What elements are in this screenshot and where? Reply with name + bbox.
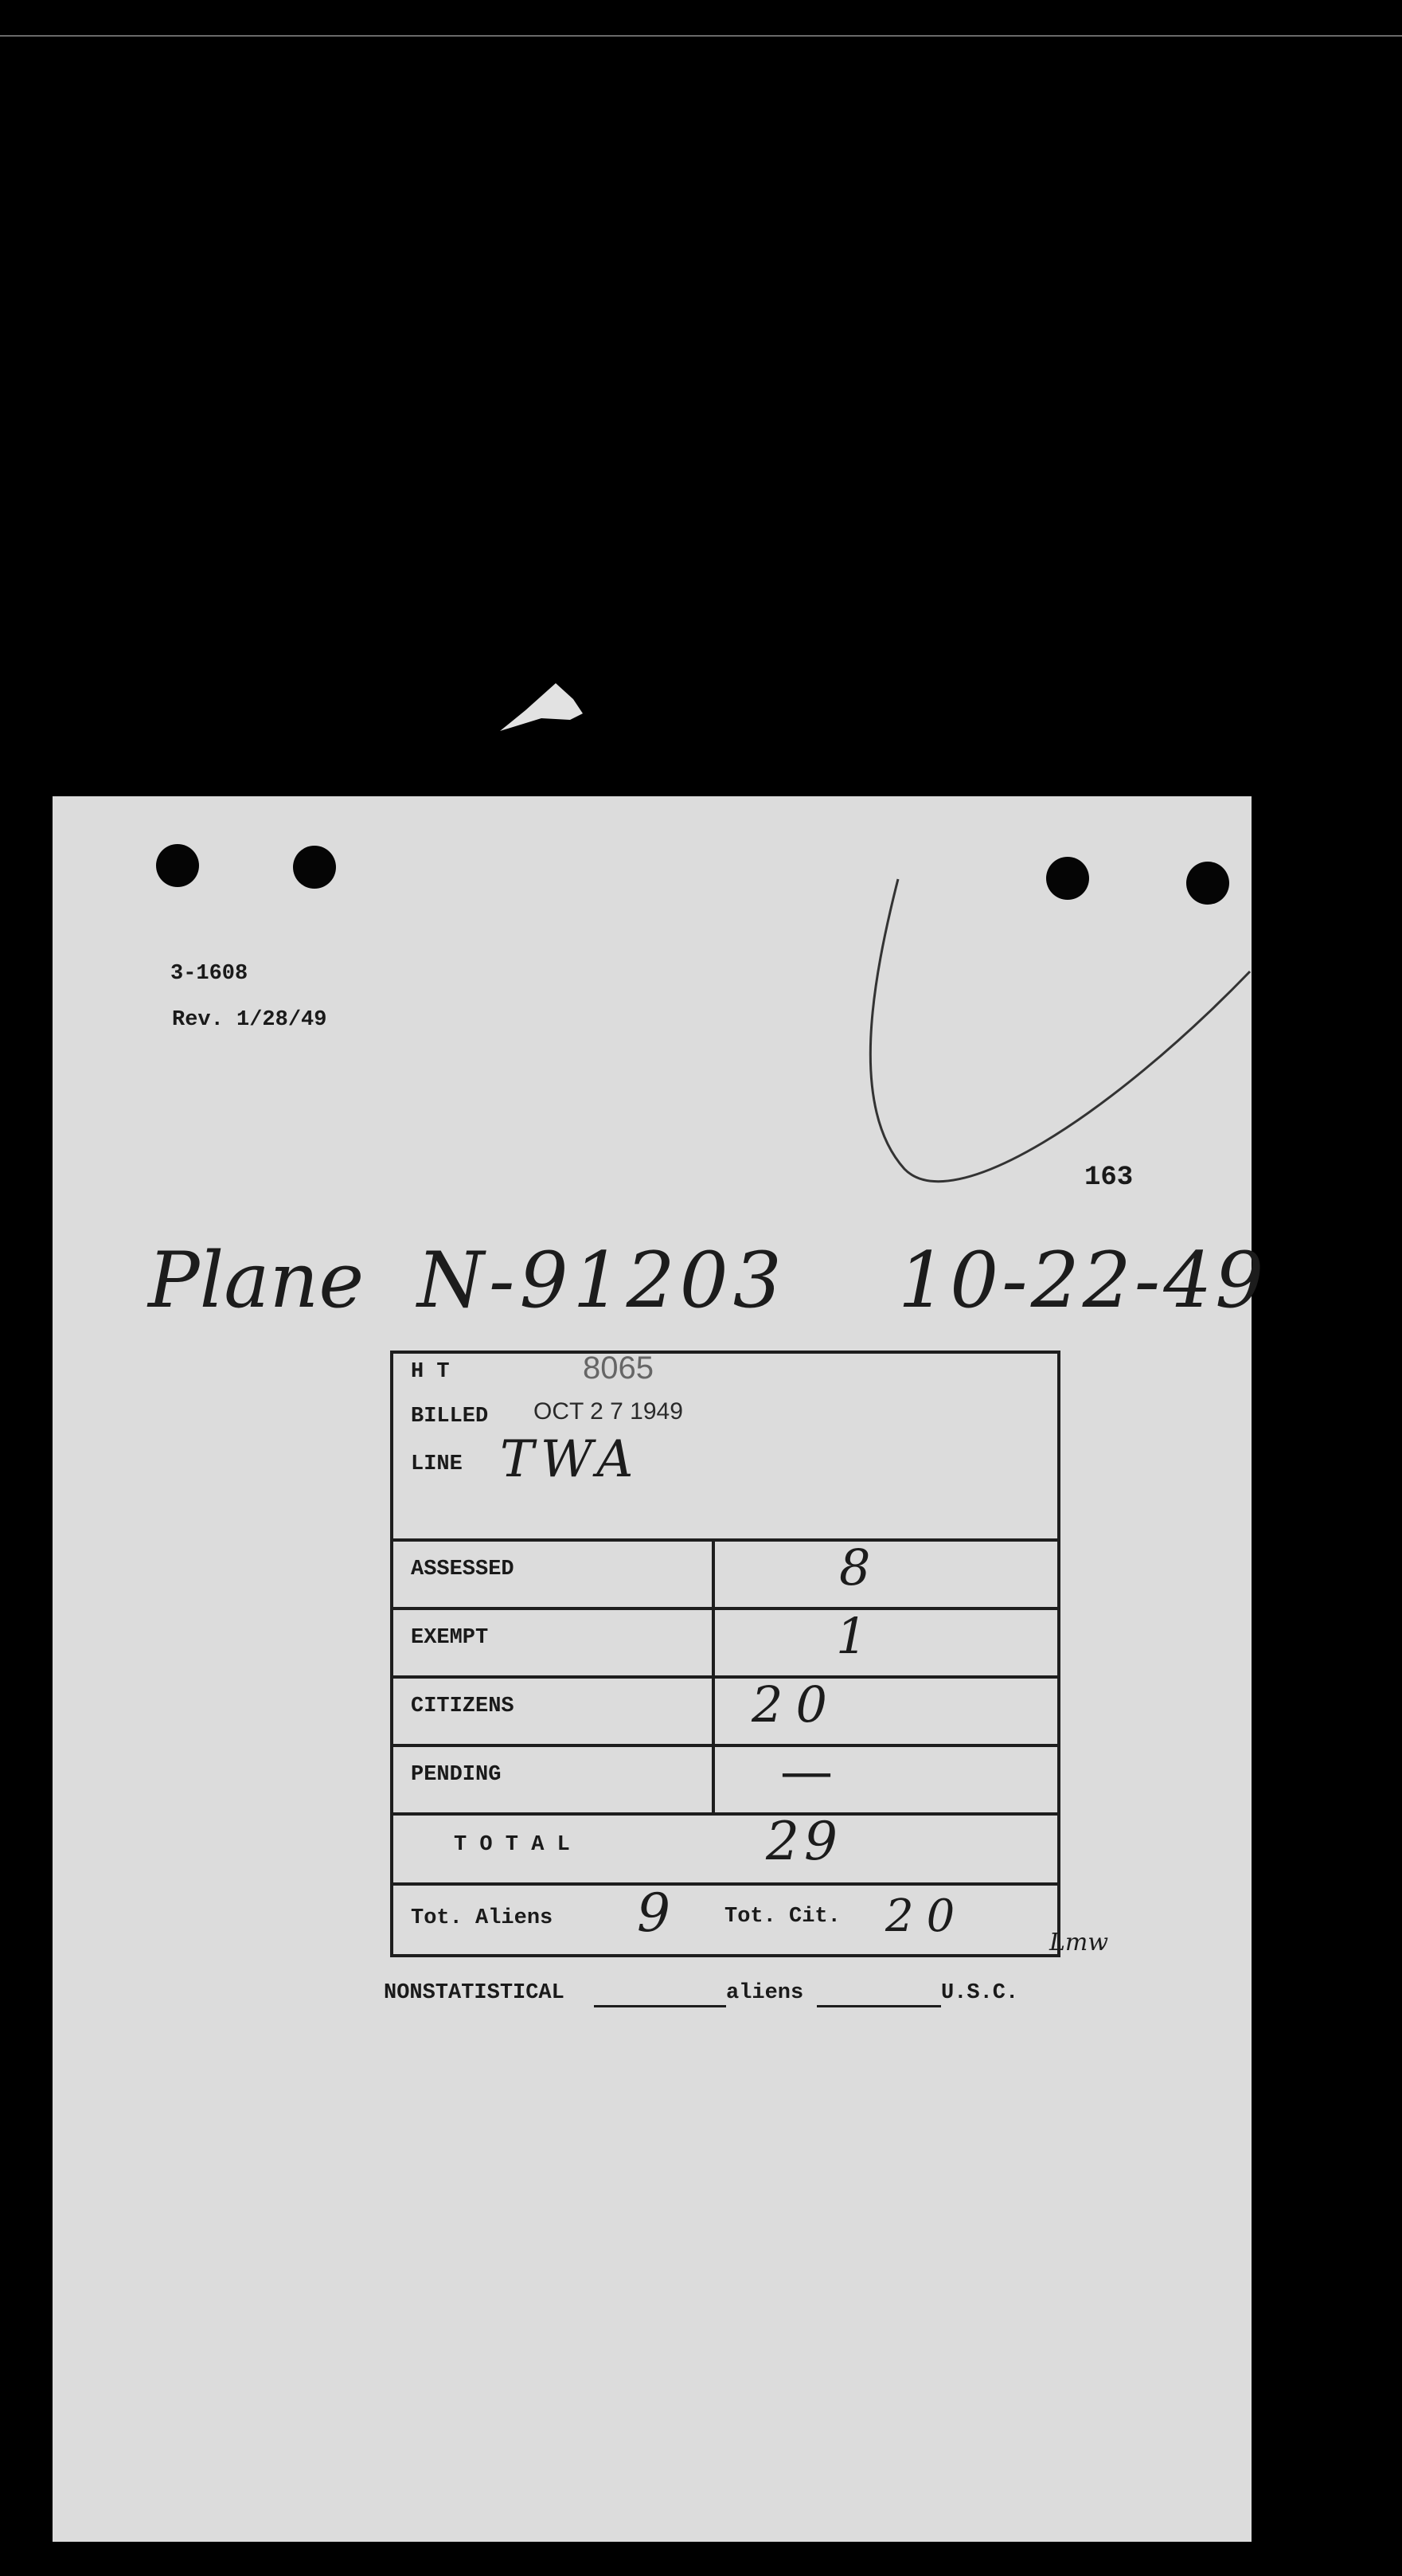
aliens-label: aliens <box>726 1981 804 2005</box>
aliens-blank <box>817 2005 941 2007</box>
column-divider <box>712 1538 715 1816</box>
assessed-label: ASSESSED <box>411 1558 514 1581</box>
scan-top-edge-line <box>0 35 1402 37</box>
total-value: 29 <box>766 1811 842 1872</box>
usc-label: U.S.C. <box>941 1981 1019 2005</box>
divider <box>393 1812 1057 1816</box>
line-label: LINE <box>411 1452 463 1476</box>
divider <box>393 1675 1057 1679</box>
plane-number: N-91203 <box>417 1236 787 1325</box>
total-citizens-label: Tot. Cit. <box>724 1905 841 1929</box>
line-value: TWA <box>500 1430 640 1489</box>
citizens-value: 20 <box>752 1675 840 1734</box>
paper-scrap <box>494 683 589 739</box>
divider <box>393 1607 1057 1610</box>
ht-label: H T <box>411 1360 450 1384</box>
nonstatistical-label: NONSTATISTICAL <box>384 1981 564 2005</box>
exempt-value: 1 <box>836 1607 868 1665</box>
clerk-initials: Lmw <box>1049 1929 1109 1956</box>
pen-curve-mark <box>809 868 1252 1202</box>
ht-number: 8065 <box>583 1351 654 1386</box>
document-sheet <box>53 796 1267 2542</box>
pending-label: PENDING <box>411 1763 502 1787</box>
billed-date-stamp: OCT 2 7 1949 <box>533 1398 683 1425</box>
total-label: T O T A L <box>454 1833 570 1857</box>
page-number: 163 <box>1084 1163 1134 1193</box>
total-citizens-value: 20 <box>885 1890 968 1942</box>
divider <box>393 1882 1057 1886</box>
citizens-label: CITIZENS <box>411 1695 514 1718</box>
punch-hole <box>156 844 199 887</box>
nonstatistical-blank <box>594 2005 726 2007</box>
total-aliens-value: 9 <box>637 1882 670 1944</box>
form-revision: Rev. 1/28/49 <box>172 1008 327 1032</box>
exempt-label: EXEMPT <box>411 1626 489 1650</box>
tally-form-box <box>390 1351 1060 1957</box>
billed-label: BILLED <box>411 1405 489 1429</box>
plane-label: Plane <box>148 1236 365 1325</box>
pending-value: — <box>780 1741 833 1802</box>
total-aliens-label: Tot. Aliens <box>411 1906 553 1930</box>
divider <box>393 1538 1057 1542</box>
punch-hole <box>293 846 336 889</box>
divider <box>393 1744 1057 1747</box>
form-number: 3-1608 <box>170 962 248 986</box>
flight-date: 10-22-49 <box>898 1236 1267 1325</box>
assessed-value: 8 <box>839 1538 871 1597</box>
